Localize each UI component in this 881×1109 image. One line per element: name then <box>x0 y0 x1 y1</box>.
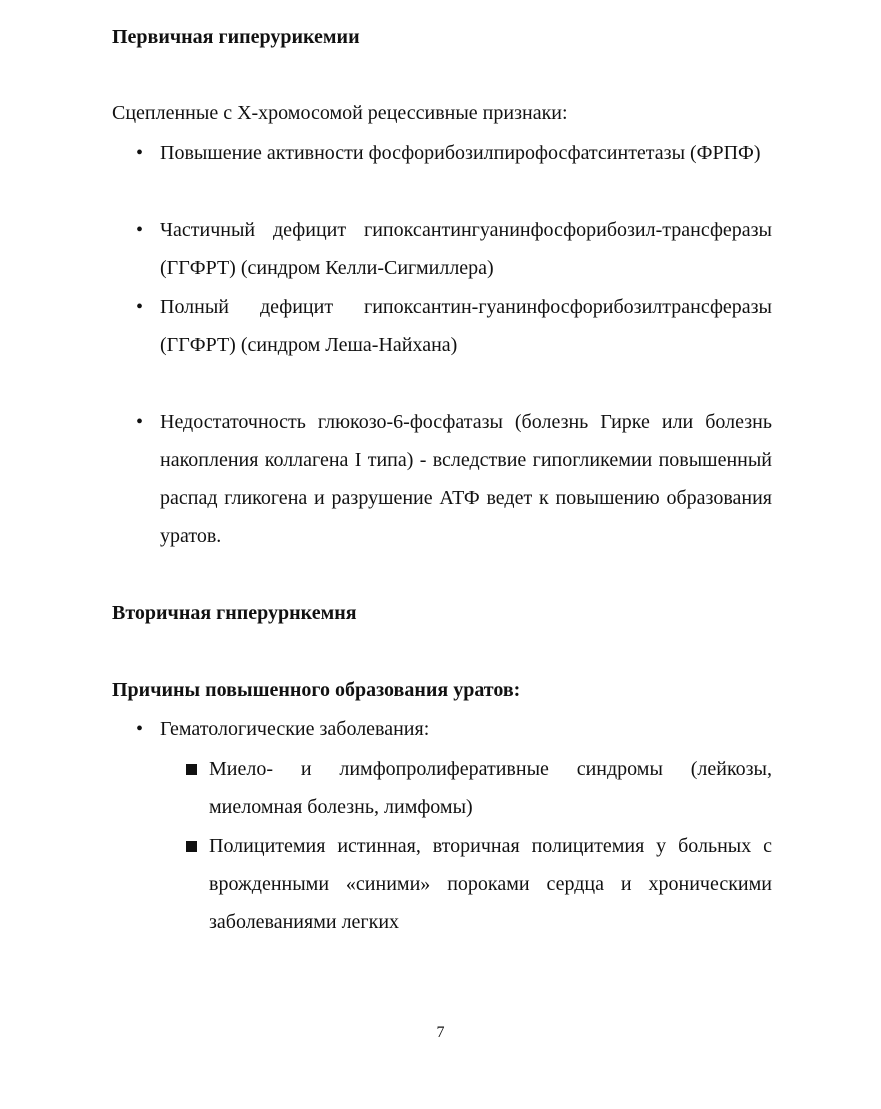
bullet-marker: • <box>136 142 144 164</box>
sub-list-item <box>184 750 772 826</box>
page-number: 7 <box>436 1024 445 1041</box>
heading-secondary-hyperuricemia: Вторичная гнперурнкемня <box>112 602 357 624</box>
list-item <box>112 211 772 287</box>
square-bullet-icon <box>186 764 197 775</box>
list-item <box>112 710 772 748</box>
list-item <box>112 288 772 402</box>
list-item <box>112 403 772 555</box>
list-item-text: Повышение активности фосфорибозилпирофосфатсинтетазы (ФРПФ) <box>160 142 761 164</box>
list-item <box>112 134 772 210</box>
list-item-text: Частичный дефицит гипоксантингуанинфосфорибозил-трансферазы (ГГФРТ) (синдром Келли-Сигмиллера) <box>160 219 772 279</box>
sub-list-item-text: Миело- и лимфопролиферативные синдромы (лейкозы, миеломная болезнь, лимфомы) <box>209 758 772 818</box>
heading-urate-causes: Причины повышенного образования уратов: <box>112 679 521 701</box>
intro-paragraph: Сцепленные с X-хромосомой рецессивные признаки: <box>112 102 568 124</box>
square-bullet-icon <box>186 841 197 852</box>
list-item-text: Гематологические заболевания: <box>160 718 430 740</box>
list-item-text: Полный дефицит гипоксантин-гуанинфосфорибозилтрансферазы (ГГФРТ) (синдром Леша-Найхана) <box>160 296 772 356</box>
bullet-marker: • <box>136 718 144 740</box>
sub-list-item-text: Полицитемия истинная, вторичная полицитемия у больных с врожденными «синими» пороками сердца и хроническими заболеваниями легких <box>209 835 772 933</box>
bullet-marker: • <box>136 411 144 433</box>
bullet-marker: • <box>136 296 144 318</box>
bullet-marker: • <box>136 219 144 241</box>
heading-primary-hyperuricemia: Первичная гиперурикемии <box>112 26 360 48</box>
list-item-text: Недостаточность глюкозо-6-фосфатазы (болезнь Гирке или болезнь накопления коллагена I типа) - вследствие гипогликемии повышенный распад гликогена и разрушение АТФ ведет к повышению образования уратов. <box>160 411 772 547</box>
sub-list-item <box>184 827 772 941</box>
